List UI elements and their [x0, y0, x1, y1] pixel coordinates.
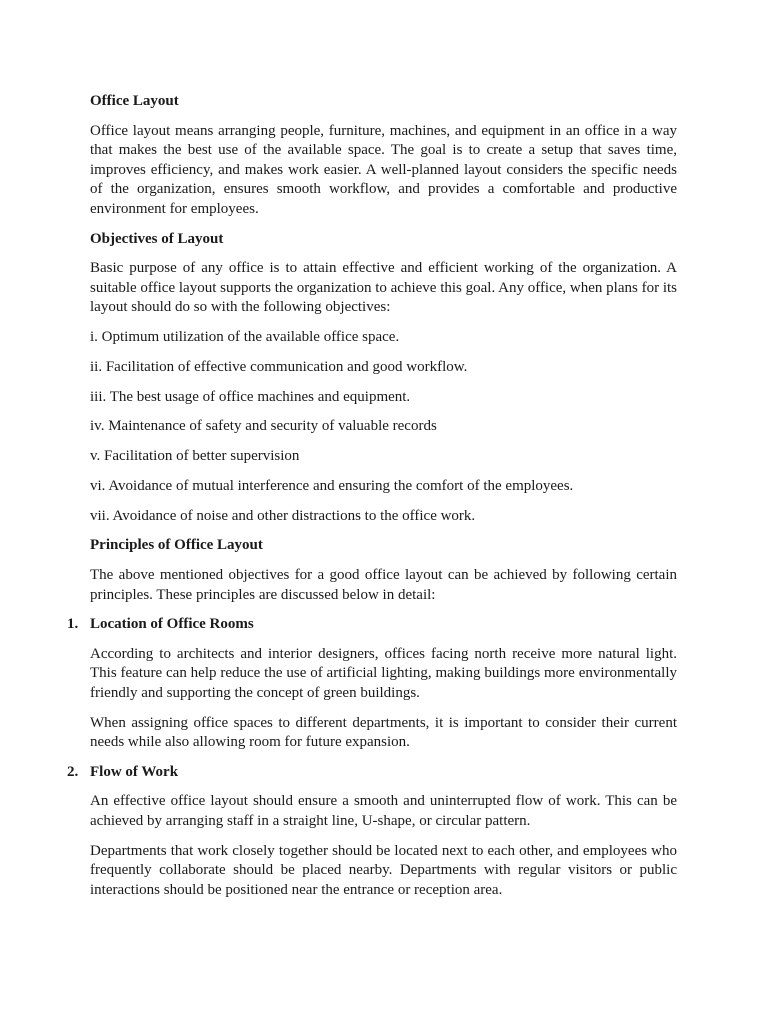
objective-item: v. Facilitation of better supervision — [90, 448, 300, 465]
objectives-heading: Objectives of Layout — [90, 230, 224, 247]
document-title: Office Layout — [90, 93, 179, 109]
principles-heading: Principles of Office Layout — [90, 537, 263, 554]
section-paragraph: Departments that work closely together should be located next to each other, and employees who frequently collaborate should be placed nearby. Departments with regular visitors or public interactions should be positioned near the entrance or reception area. — [90, 842, 677, 898]
section-heading — [67, 763, 677, 783]
objective-item: vi. Avoidance of mutual interference and ensuring the comfort of the employees. — [90, 477, 574, 494]
principle-section-flow — [67, 763, 677, 901]
objective-item: iii. The best usage of office machines and equipment. — [90, 388, 411, 405]
objective-item: i. Optimum utilization of the available office space. — [90, 328, 400, 345]
objectives-intro: Basic purpose of any office is to attain effective and efficient working of the organization. A suitable office layout supports the organization to achieve this goal. Any office, when plans for its layout should do so with the following objectives: — [90, 260, 677, 316]
section-number: 1. — [67, 616, 79, 633]
intro-paragraph: Office layout means arranging people, furniture, machines, and equipment in an office in a way that makes the best use of the available space. The goal is to create a setup that saves time, improves efficiency, and makes work easier. A well-planned layout considers the specific needs of the organization, ensures smooth workflow, and provides a comfortable and productive environment for employees. — [90, 122, 677, 217]
section-paragraph: According to architects and interior designers, offices facing north receive more natural light. This feature can help reduce the use of artificial lighting, making buildings more environmentally friendly and supporting the concept of green buildings. — [90, 645, 677, 701]
section-paragraph: When assigning office spaces to different departments, it is important to consider their current needs while also allowing room for future expansion. — [90, 714, 677, 751]
section-heading — [67, 615, 677, 635]
section-paragraph: An effective office layout should ensure a smooth and uninterrupted flow of work. This can be achieved by arranging staff in a straight line, U-shape, or circular pattern. — [90, 793, 677, 829]
objective-item: ii. Facilitation of effective communication and good workflow. — [90, 358, 468, 375]
section-number: 2. — [67, 763, 79, 780]
principles-intro: The above mentioned objectives for a good office layout can be achieved by following certain principles. These principles are discussed below in detail: — [90, 567, 677, 603]
objective-item: iv. Maintenance of safety and security of valuable records — [90, 418, 437, 435]
objectives-list — [90, 328, 677, 526]
section-heading-text: Location of Office Rooms — [90, 616, 254, 633]
document-page — [67, 92, 677, 910]
objective-item: vii. Avoidance of noise and other distractions to the office work. — [90, 507, 476, 524]
section-heading-text: Flow of Work — [90, 763, 179, 780]
principle-section-location — [67, 615, 677, 753]
